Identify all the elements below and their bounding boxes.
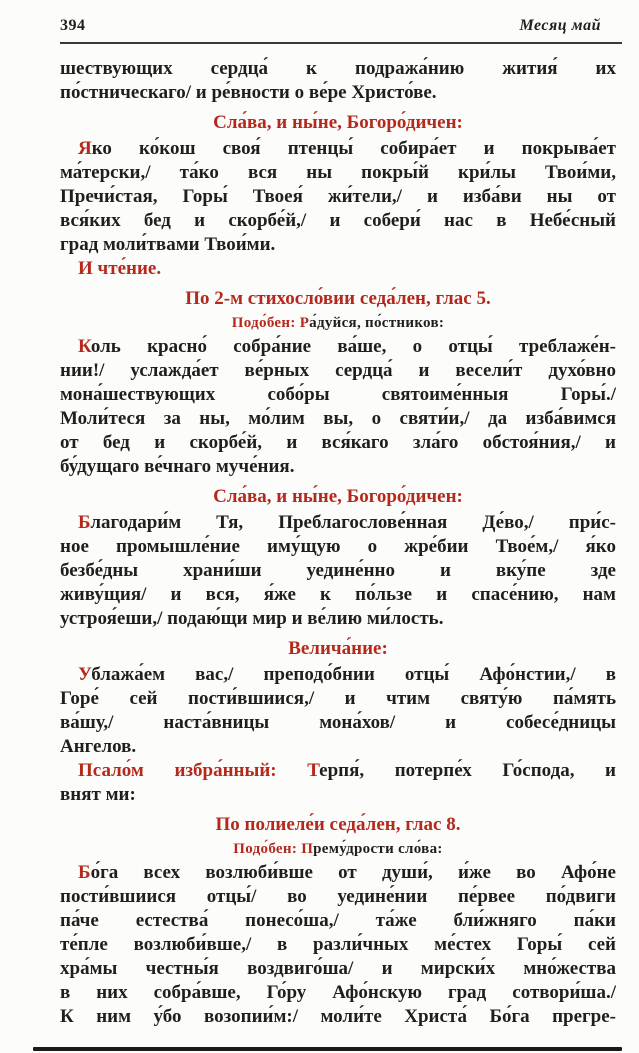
text-line: Ангелов. bbox=[60, 736, 137, 757]
text-line: хра́мы честны́я воздвиго́ша/ и мирски́х мно́жества bbox=[60, 958, 616, 979]
podoben-initial: Р bbox=[299, 315, 310, 331]
text-line: град моли́твами Твои́ми. bbox=[60, 234, 276, 255]
section-heading: Сла́ва, и ны́не, Богоро́дичен: bbox=[213, 112, 463, 133]
podoben-line bbox=[60, 313, 616, 333]
text-run: о́га всех возлюби́вше от души́, и́же во Афо́не bbox=[90, 862, 616, 883]
paragraph bbox=[60, 335, 616, 479]
text-line: в них собра́вше, Го́ру Афо́нскую град сотвори́ша./ bbox=[60, 982, 616, 1003]
drop-initial: К bbox=[78, 336, 91, 357]
text-run: оль красно́ собра́ние ва́ше, о отцы́ треблаже́н- bbox=[90, 336, 616, 357]
section-heading: По 2-м стихосло́вии седа́лен, глас 5. bbox=[185, 288, 491, 309]
text-line: живу́щия/ и вся, я́же к по́льзе и спасе́нию, нам bbox=[60, 584, 616, 605]
running-title: Месяц май bbox=[519, 17, 601, 34]
text-line bbox=[60, 511, 616, 535]
text-line: Горе́ сей пости́вшиися,/ и чтим святу́ю па́мять bbox=[60, 688, 616, 709]
drop-initial: У bbox=[78, 664, 92, 685]
text-run: ерпя́, потерпе́х Го́спода, и bbox=[319, 760, 616, 781]
paragraph bbox=[60, 511, 616, 631]
podoben-text: рему́дрости сло́ва: bbox=[313, 841, 443, 857]
page-content bbox=[0, 44, 639, 1029]
text-line bbox=[60, 861, 616, 885]
text-line: от бед и скорбе́й, и вся́каго зла́го обстоя́ния,/ и bbox=[60, 432, 616, 453]
text-line: К ним у́бо возопии́м:/ моли́те Христа́ Бо́га прегре- bbox=[60, 1006, 616, 1027]
text-run: лагодари́м Тя, Преблагослове́нная Де́во,/ при́с- bbox=[90, 512, 616, 533]
text-line: мона́шествующих собо́ры святоиме́нныя Горы́./ bbox=[60, 384, 616, 405]
text-run: ко ко́кош своя́ птенцы́ собира́ет и покрыва́ет bbox=[91, 138, 616, 159]
paragraph bbox=[60, 137, 616, 257]
text-line: те́пле возлюби́вше,/ в разли́чных ме́стех Горы́ сей bbox=[60, 934, 616, 955]
text-line: ва́шу,/ наста́вницы мона́хов/ и собесе́дницы bbox=[60, 712, 616, 733]
podoben-initial: П bbox=[301, 841, 314, 857]
text-line: нии!/ услажда́ет ве́рных сердца́ и весели́т духо́вно bbox=[60, 360, 616, 381]
text-line: Моли́теся за ны, мо́лим вы, о святи́и,/ да изба́вимся bbox=[60, 408, 616, 429]
paragraph bbox=[60, 861, 616, 1029]
text-line: безбе́дны храни́ши уедине́нно и вку́пе зде bbox=[60, 560, 616, 581]
text-line bbox=[60, 759, 616, 783]
section-heading: Велича́ние: bbox=[288, 638, 388, 659]
text-line: пости́вшиися отцы́/ во уедине́нии пе́рвее по́двиги bbox=[60, 886, 616, 907]
drop-initial: Б bbox=[78, 512, 91, 533]
text-line bbox=[60, 663, 616, 687]
paragraph bbox=[60, 663, 616, 759]
text-line: ма́терски,/ та́ко вся ны покры́й кри́лы Твои́ми, bbox=[60, 162, 616, 183]
text-run: блажа́ем вас,/ преподо́бнии отцы́ Афо́нстии,/ в bbox=[91, 664, 616, 685]
text-line: вся́ких бед и скорбе́й,/ и собери́ нас в Небе́сный bbox=[60, 210, 616, 231]
text-line: Пречи́стая, Горы́ Твоея́ жи́тели,/ и изба́ви ны от bbox=[60, 186, 616, 207]
text-line: по́стническаго/ и ре́вности о ве́ре Христо́ве. bbox=[60, 82, 437, 103]
drop-initial: Т bbox=[307, 760, 320, 781]
text-line bbox=[60, 137, 616, 161]
page-number: 394 bbox=[60, 17, 86, 34]
text-line: па́че естества́ понесо́ша,/ та́же бли́жняго па́ки bbox=[60, 910, 616, 931]
section-heading: По полиеле́и седа́лен, глас 8. bbox=[215, 814, 461, 835]
paragraph-continuation bbox=[60, 57, 616, 105]
podoben-label: Подо́бен: bbox=[233, 841, 298, 857]
text-line: бу́дущаго ве́чнаго муче́ния. bbox=[60, 456, 295, 477]
drop-initial: Я bbox=[78, 138, 92, 159]
paragraph bbox=[60, 759, 616, 807]
text-line: внят ми: bbox=[60, 784, 136, 805]
scan-edge-artifact bbox=[33, 1047, 622, 1051]
section-heading: Сла́ва, и ны́не, Богоро́дичен: bbox=[213, 486, 463, 507]
text-line: устроя́еши,/ подаю́щи мир и ве́лию ми́лость. bbox=[60, 608, 444, 629]
podoben-text: а́дуйся, по́стников: bbox=[309, 315, 445, 331]
text-line bbox=[60, 335, 616, 359]
podoben-line bbox=[60, 839, 616, 859]
rubric-note: И чте́ние. bbox=[78, 258, 162, 279]
psalm-label: Псало́м избра́нный: bbox=[78, 760, 277, 781]
text-line: шествующих сердца́ к подража́нию жития́ их bbox=[60, 58, 616, 79]
running-header bbox=[0, 0, 639, 35]
podoben-label: Подо́бен: bbox=[231, 315, 296, 331]
text-line: ное промышле́ние иму́щую о жре́бии Твое́м,/ я́ко bbox=[60, 536, 616, 557]
drop-initial: Б bbox=[78, 862, 91, 883]
